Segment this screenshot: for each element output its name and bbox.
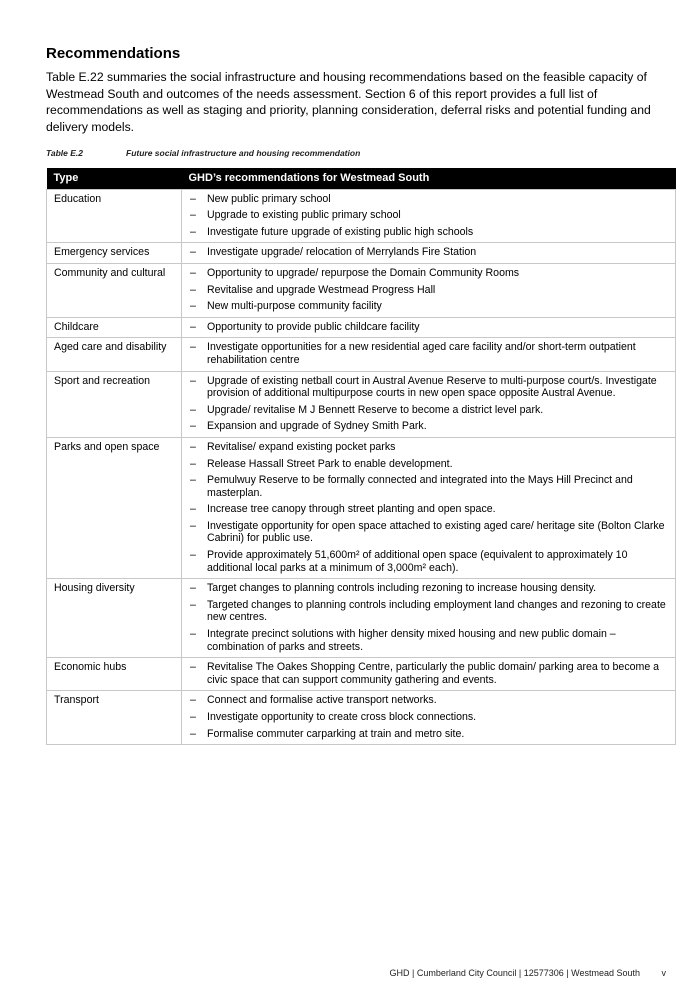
intro-paragraph: Table E.22 summaries the social infrastructure and housing recommendations based on the feasible capacity of Westmead South and outcomes of the needs assessment. Section 6 of this report provides a full list of recommendations as well as staging and priority, planning consideration, deferral risks and potential funding and delivery models. <box>46 70 651 134</box>
recommendation-item: – Investigate opportunities for a new residential aged care facility and/or short-term outpatient rehabilitation centre <box>189 341 668 366</box>
section-heading: Recommendations <box>46 45 181 62</box>
recommendation-list <box>189 375 668 433</box>
recommendation-item: – Targeted changes to planning controls including employment land changes and rezoning to create new centres. <box>189 599 668 624</box>
row-type: Economic hubs <box>47 658 182 691</box>
row-type: Housing diversity <box>47 579 182 658</box>
row-recommendations <box>182 658 676 691</box>
row-recommendations <box>182 189 676 243</box>
row-type: Parks and open space <box>47 437 182 578</box>
recommendation-list <box>189 661 668 686</box>
recommendation-item: – Release Hassall Street Park to enable development. <box>189 458 668 471</box>
recommendation-item: – Upgrade to existing public primary school <box>189 209 668 222</box>
recommendation-list <box>189 321 668 334</box>
table-number: Table E.2 <box>46 148 84 158</box>
table-row <box>47 263 676 317</box>
recommendation-item: – Revitalise/ expand existing pocket parks <box>189 441 668 454</box>
table-row <box>47 189 676 243</box>
recommendation-item: – Investigate opportunity to create cross block connections. <box>189 711 668 724</box>
row-type: Aged care and disability <box>47 338 182 371</box>
table-caption <box>46 148 360 158</box>
table-header-row <box>47 168 676 189</box>
recommendation-item: – New multi-purpose community facility <box>189 300 668 313</box>
table-row <box>47 579 676 658</box>
recommendation-item: – Pemulwuy Reserve to be formally connected and integrated into the Mays Hill Precinct and masterplan. <box>189 474 668 499</box>
recommendation-list <box>189 267 668 313</box>
recommendation-item: – Target changes to planning controls including rezoning to increase housing density. <box>189 582 668 595</box>
row-type: Emergency services <box>47 243 182 264</box>
row-recommendations <box>182 317 676 338</box>
recommendation-item: – Expansion and upgrade of Sydney Smith Park. <box>189 420 668 433</box>
row-type: Childcare <box>47 317 182 338</box>
recommendation-item: – Formalise commuter carparking at train and metro site. <box>189 728 668 741</box>
row-type: Community and cultural <box>47 263 182 317</box>
table-row <box>47 243 676 264</box>
recommendations-table <box>46 168 676 745</box>
row-recommendations <box>182 691 676 745</box>
recommendation-item: – Upgrade of existing netball court in Austral Avenue Reserve to multi-purpose court/s. Investigate provision of additional multipurpose courts in new open space opposite Austral Avenue. <box>189 375 668 400</box>
table-row <box>47 317 676 338</box>
table-row <box>47 658 676 691</box>
recommendation-list <box>189 582 668 653</box>
recommendation-item: – Connect and formalise active transport networks. <box>189 694 668 707</box>
recommendation-item: – Investigate future upgrade of existing public high schools <box>189 226 668 239</box>
row-recommendations <box>182 243 676 264</box>
row-recommendations <box>182 338 676 371</box>
page-number: v <box>661 968 666 978</box>
recommendation-item: – Integrate precinct solutions with higher density mixed housing and new public domain – combination of parks and streets. <box>189 628 668 653</box>
recommendation-list <box>189 193 668 239</box>
recommendation-item: – Opportunity to upgrade/ repurpose the Domain Community Rooms <box>189 267 668 280</box>
table-title: Future social infrastructure and housing recommendation <box>126 148 361 158</box>
row-recommendations <box>182 437 676 578</box>
recommendation-item: – Provide approximately 51,600m² of additional open space (equivalent to approximately 10 additional local parks at a minimum of 3,000m² each). <box>189 549 668 574</box>
row-type: Sport and recreation <box>47 371 182 437</box>
row-recommendations <box>182 263 676 317</box>
recommendation-list <box>189 246 668 259</box>
header-type: Type <box>47 168 182 189</box>
recommendation-item: – New public primary school <box>189 193 668 206</box>
recommendation-list <box>189 694 668 740</box>
recommendation-item: – Increase tree canopy through street planting and open space. <box>189 503 668 516</box>
row-type: Education <box>47 189 182 243</box>
row-type: Transport <box>47 691 182 745</box>
recommendation-item: – Opportunity to provide public childcare facility <box>189 321 668 334</box>
recommendation-item: – Investigate upgrade/ relocation of Merrylands Fire Station <box>189 246 668 259</box>
header-recommendations: GHD’s recommendations for Westmead South <box>182 168 676 189</box>
table-row <box>47 691 676 745</box>
table-body <box>47 189 676 745</box>
table-row <box>47 371 676 437</box>
recommendation-item: – Upgrade/ revitalise M J Bennett Reserve to become a district level park. <box>189 404 668 417</box>
table-row <box>47 437 676 578</box>
recommendation-item: – Revitalise The Oakes Shopping Centre, particularly the public domain/ parking area to become a civic space that can support community gathering and events. <box>189 661 668 686</box>
recommendation-item: – Revitalise and upgrade Westmead Progress Hall <box>189 284 668 297</box>
row-recommendations <box>182 371 676 437</box>
recommendation-list <box>189 441 668 574</box>
footer-text: GHD | Cumberland City Council | 12577306 | Westmead South <box>389 968 640 978</box>
table-row <box>47 338 676 371</box>
row-recommendations <box>182 579 676 658</box>
recommendation-list <box>189 341 668 366</box>
recommendation-item: – Investigate opportunity for open space attached to existing aged care/ heritage site (Bolton Clarke Cabrini) for public use. <box>189 520 668 545</box>
